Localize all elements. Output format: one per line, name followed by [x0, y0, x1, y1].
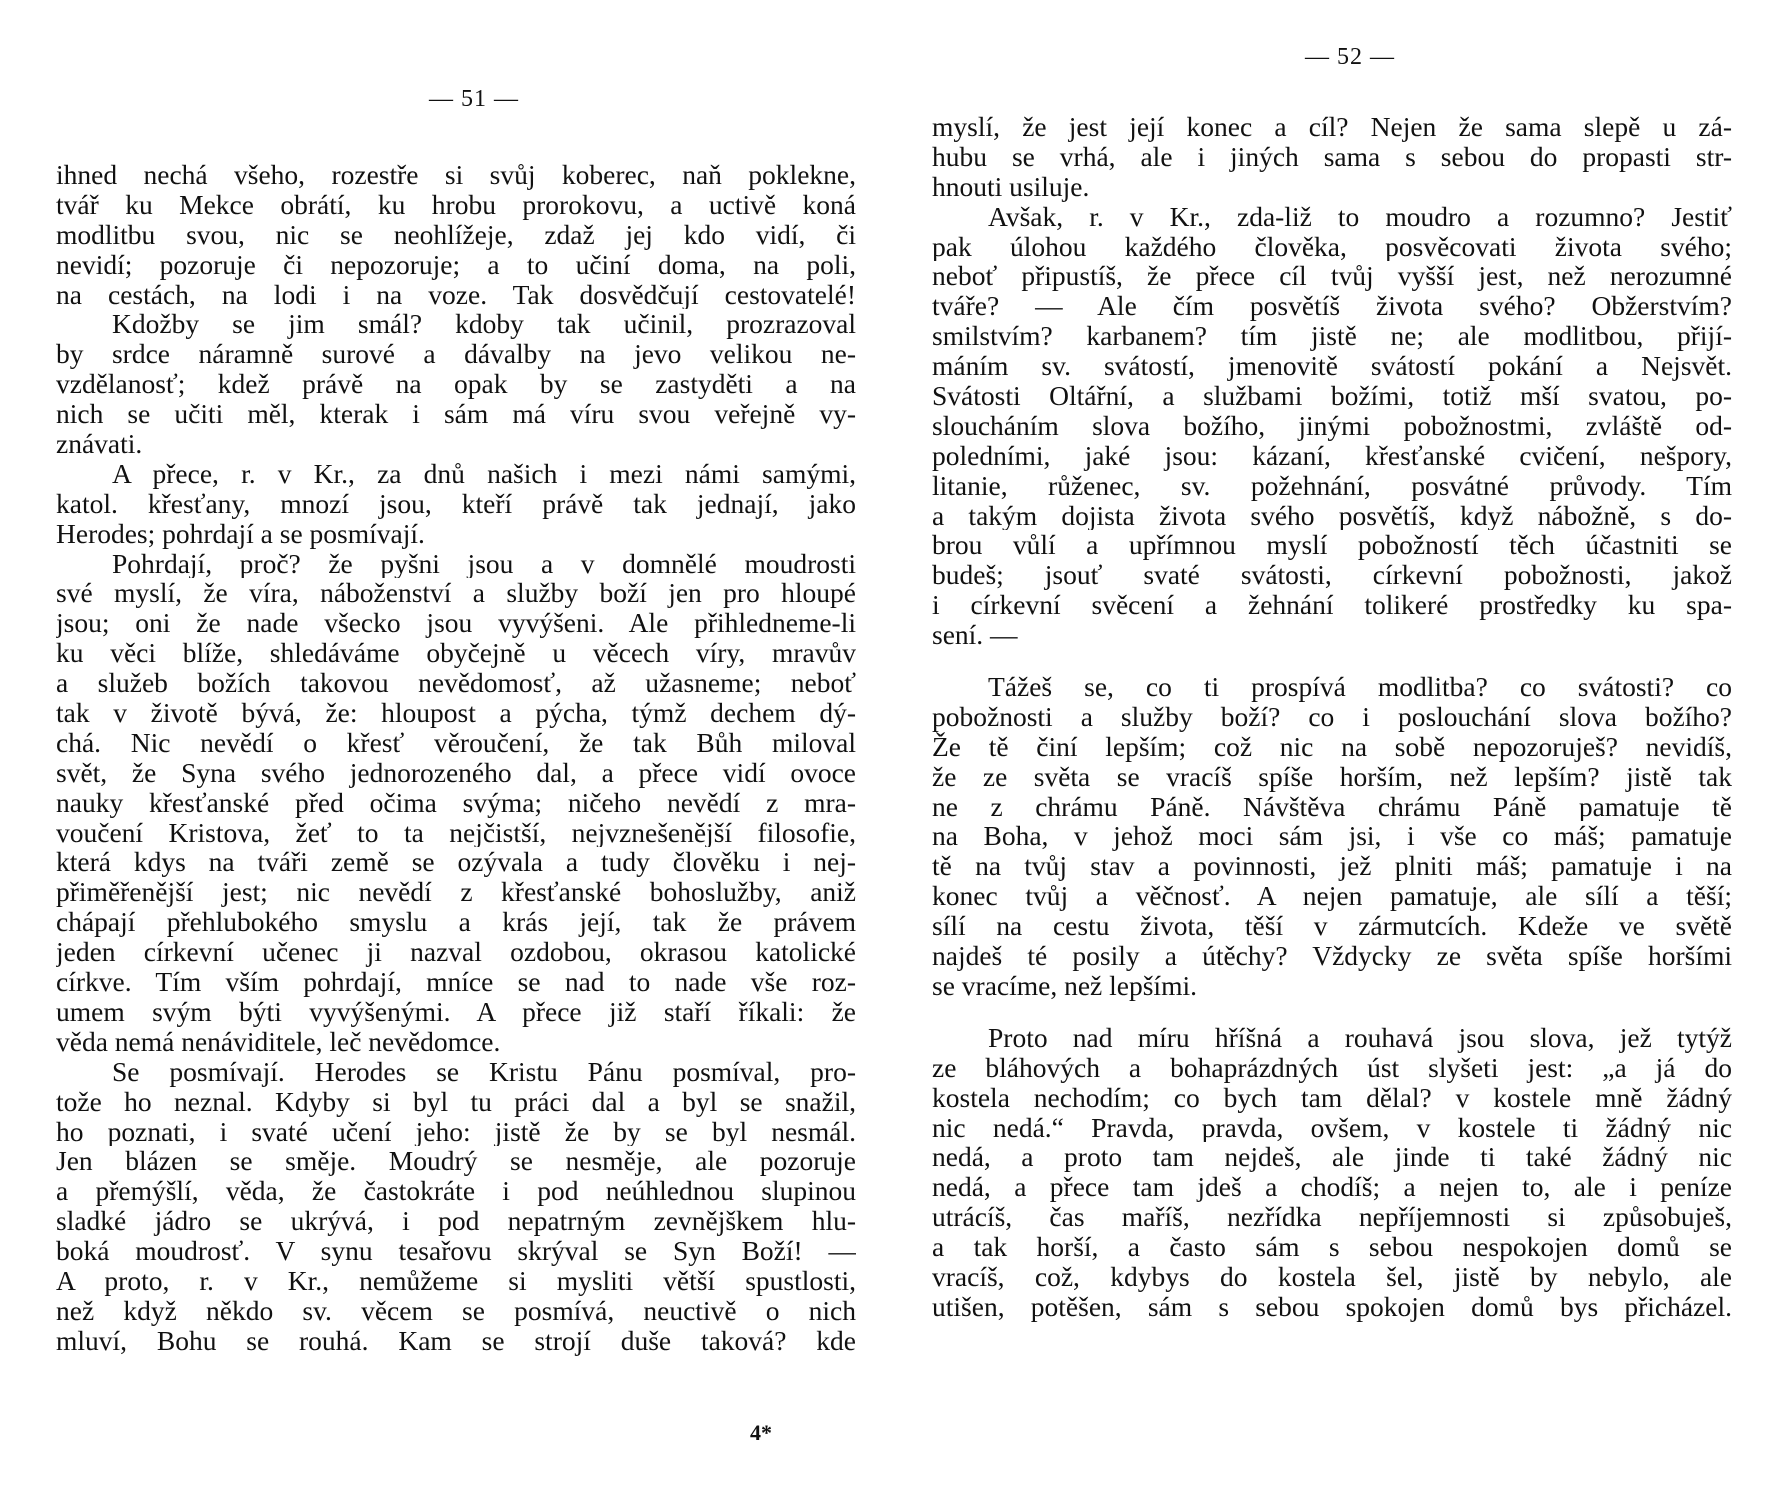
text-line: která kdys na tváři země se ozývala a tudy člověku i nej- — [56, 847, 856, 878]
text-line: Avšak, r. v Kr., zda-liž to moudro a rozumno? Jestiť — [988, 201, 1732, 232]
left-page-text — [56, 160, 856, 1356]
text-line: vzdělanosť; kdež právě na opak by se zastyděti a na — [56, 369, 856, 400]
text-line: tak v životě bývá, že: hloupost a pýcha, týmž dechem dý- — [56, 698, 856, 728]
text-line: katol. křesťany, mnozí jsou, kteří právě tak jednají, jako — [56, 488, 856, 519]
text-line: na cestách, na lodi i na voze. Tak dosvědčují cestovatelé! — [56, 279, 856, 310]
text-line: Že tě činí lepším; což nic na sobě nepozoruješ? nevidíš, — [932, 731, 1732, 762]
text-line: nedá, a přece tam jdeš a chodíš; a nejen to, ale i peníze — [932, 1172, 1732, 1203]
text-line: sloucháním slova božího, jinými pobožnostmi, zvláště od- — [932, 410, 1732, 441]
text-line: A proto, r. v Kr., nemůžeme si mysliti větší spustlosti, — [56, 1265, 856, 1296]
text-line: že ze světa se vracíš spíše horším, než lepším? jistě tak — [932, 761, 1732, 792]
text-line: sílí na cestu života, těší v zármutcích. Kdeže ve světě — [932, 911, 1732, 942]
paragraph-gap — [932, 650, 1732, 672]
text-line: jsou; oni že nade všecko jsou vyvýšeni. Ale přihledneme-li — [56, 608, 856, 639]
text-line: a tak horší, a často sám s sebou nespokojen domů se — [932, 1232, 1732, 1262]
text-line: tvář ku Mekce obrátí, ku hrobu prorokovu, a uctivě koná — [56, 189, 856, 220]
text-line: přiměřenější jest; nic nevědí z křesťanské bohoslužby, aniž — [56, 877, 856, 908]
text-line: nevidí; pozoruje či nepozoruje; a to učiní doma, na poli, — [56, 249, 856, 280]
text-line: Herodes; pohrdají a se posmívají. — [56, 518, 425, 549]
text-line: se vracíme, než lepšími. — [932, 970, 1197, 1001]
text-line: Proto nad míru hříšná a rouhavá jsou slova, jež tytýž — [988, 1022, 1732, 1053]
text-line: neboť připustíš, že přece cíl tvůj vyšší jest, než nerozumné — [932, 261, 1732, 292]
text-line: Se posmívají. Herodes se Kristu Pánu posmíval, pro- — [112, 1056, 856, 1087]
text-line: mluví, Bohu se rouhá. Kam se strojí duše taková? kde — [56, 1325, 856, 1356]
text-line: než když někdo sv. věcem se posmívá, neuctivě o nich — [56, 1295, 856, 1326]
text-line: tože ho neznal. Kdyby si byl tu práci dal a byl se snažil, — [56, 1086, 856, 1117]
text-line: kostela nechodím; co bych tam dělal? v kostele mně žádný — [932, 1082, 1732, 1113]
text-line: máním sv. svátostí, jmenovitě svátostí pokání a Nejsvět. — [932, 351, 1732, 382]
text-line: utrácíš, čas maříš, nezřídka nepříjemnosti si způsobuješ, — [932, 1202, 1732, 1233]
text-line: sení. — — [932, 620, 1018, 651]
page-number-right: — 52 — — [1305, 44, 1395, 70]
text-line: A přece, r. v Kr., za dnů našich i mezi námi samými, — [112, 458, 856, 489]
right-page-text — [932, 112, 1732, 1322]
text-line: ihned nechá všeho, rozestře si svůj koberec, naň poklekne, — [56, 160, 856, 190]
text-line: vracíš, což, kdybys do kostela šel, jistě by nebylo, ale — [932, 1261, 1732, 1292]
text-line: tě na tvůj stav a povinnosti, jež plniti máš; pamatuje i na — [932, 851, 1732, 882]
text-line: své myslí, že víra, náboženství a služby boží jen pro hloupé — [56, 578, 856, 609]
text-line: ku věci blíže, shledáváme obyčejně u věcech víry, mravův — [56, 638, 856, 669]
text-line: nauky křesťanské před očima svýma; ničeho nevědí z mra- — [56, 787, 856, 818]
text-line: nic nedá.“ Pravda, pravda, ovšem, v kostele ti žádný nic — [932, 1112, 1732, 1143]
text-line: konec tvůj a věčnosť. A nejen pamatuje, ale sílí a těší; — [932, 881, 1732, 912]
text-line: utišen, potěšen, sám s sebou spokojen domů bys přicházel. — [932, 1291, 1732, 1322]
text-line: brou vůlí a upřímnou myslí pobožností těch účastniti se — [932, 530, 1732, 561]
text-line: svět, že Syna svého jednorozeného dal, a přece vidí ovoce — [56, 757, 856, 788]
text-line: tváře? — Ale čím posvětíš života svého? Obžerstvím? — [932, 291, 1732, 322]
text-line: Tážeš se, co ti prospívá modlitba? co svátosti? co — [988, 672, 1732, 702]
text-line: Kdožby se jim smál? kdoby tak učinil, prozrazoval — [112, 309, 856, 340]
text-line: i církevní svěcení a žehnání tolikeré prostředky ku spa- — [932, 590, 1732, 621]
text-line: litanie, růženec, sv. požehnání, posvátné průvody. Tím — [932, 470, 1732, 501]
text-line: Jen blázen se směje. Moudrý se nesměje, ale pozoruje — [56, 1146, 856, 1177]
text-line: poledními, jaké jsou: kázaní, křesťanské cvičení, nešpory, — [932, 440, 1732, 471]
text-line: a služeb božích takovou nevědomosť, až užasneme; neboť — [56, 668, 856, 699]
left-page — [56, 0, 856, 1500]
text-line: chá. Nic nevědí o křesť věroučení, že tak Bůh miloval — [56, 727, 856, 758]
text-line: voučení Kristova, žeť to ta nejčistší, nejvznešenější filosofie, — [56, 817, 856, 848]
text-line: ne z chrámu Páně. Návštěva chrámu Páně pamatuje tě — [932, 791, 1732, 822]
text-line: znávati. — [56, 429, 143, 459]
text-line: jeden církevní učenec ji nazval ozdobou, okrasou katolické — [56, 937, 856, 968]
text-line: nich se učiti měl, kterak i sám má víru svou veřejně vy- — [56, 399, 856, 430]
text-line: ho poznati, i svaté učení jeho: jistě že by se byl nesmál. — [56, 1116, 856, 1147]
text-line: hubu se vrhá, ale i jiných sama s sebou do propasti str- — [932, 141, 1732, 172]
text-line: Svátosti Oltářní, a službami božími, totiž mší svatou, po- — [932, 381, 1732, 411]
text-line: církve. Tím vším pohrdají, mníce se nad to nade vše roz- — [56, 967, 856, 997]
text-line: hnouti usiluje. — [932, 171, 1090, 202]
text-line: sladké jádro se ukrývá, i pod nepatrným zevnějškem hlu- — [56, 1206, 856, 1237]
text-line: věda nemá nenáviditele, leč nevědomce. — [56, 1026, 501, 1057]
right-page — [932, 0, 1732, 1500]
text-line: modlitbu svou, nic se neohlížeje, zdaž jej kdo vidí, či — [56, 219, 856, 250]
text-line: a přemýšlí, věda, že častokráte i pod neúhlednou slupinou — [56, 1176, 856, 1207]
text-line: Pohrdají, proč? že pyšni jsou a v domnělé moudrosti — [112, 548, 856, 579]
text-line: umem svým býti vyvýšenými. A přece již staří říkali: že — [56, 996, 856, 1027]
paragraph-gap — [932, 1001, 1732, 1023]
signature-mark: 4* — [750, 1420, 772, 1445]
text-line: pobožnosti a služby boží? co i poslouchání slova božího? — [932, 701, 1732, 732]
text-line: a takým dojista života svého posvětíš, když nábožně, s do- — [932, 500, 1732, 531]
text-line: pak úlohou každého člověka, posvěcovati života svého; — [932, 231, 1732, 262]
text-line: by srdce náramně surové a dávalby na jevo velikou ne- — [56, 339, 856, 370]
page-number-left: — 51 — — [429, 86, 519, 112]
text-line: myslí, že jest její konec a cíl? Nejen že sama slepě u zá- — [932, 112, 1732, 142]
text-line: smilstvím? karbanem? tím jistě ne; ale modlitbou, přijí- — [932, 321, 1732, 352]
text-line: nedá, a proto tam nejdeš, ale jinde ti také žádný nic — [932, 1142, 1732, 1173]
text-line: najdeš té posily a útěchy? Vždycky ze světa spíše horšími — [932, 941, 1732, 971]
text-line: ze bláhových a bohaprázdných úst slyšeti jest: „a já do — [932, 1052, 1732, 1083]
text-line: boká moudrosť. V synu tesařovu skrýval se Syn Boží! — — [56, 1236, 856, 1266]
text-line: budeš; jsouť svaté svátosti, církevní pobožnosti, jakož — [932, 560, 1732, 591]
text-line: chápají přehlubokého smyslu a krás její, tak že právem — [56, 907, 856, 938]
text-line: na Boha, v jehož moci sám jsi, i vše co máš; pamatuje — [932, 821, 1732, 852]
